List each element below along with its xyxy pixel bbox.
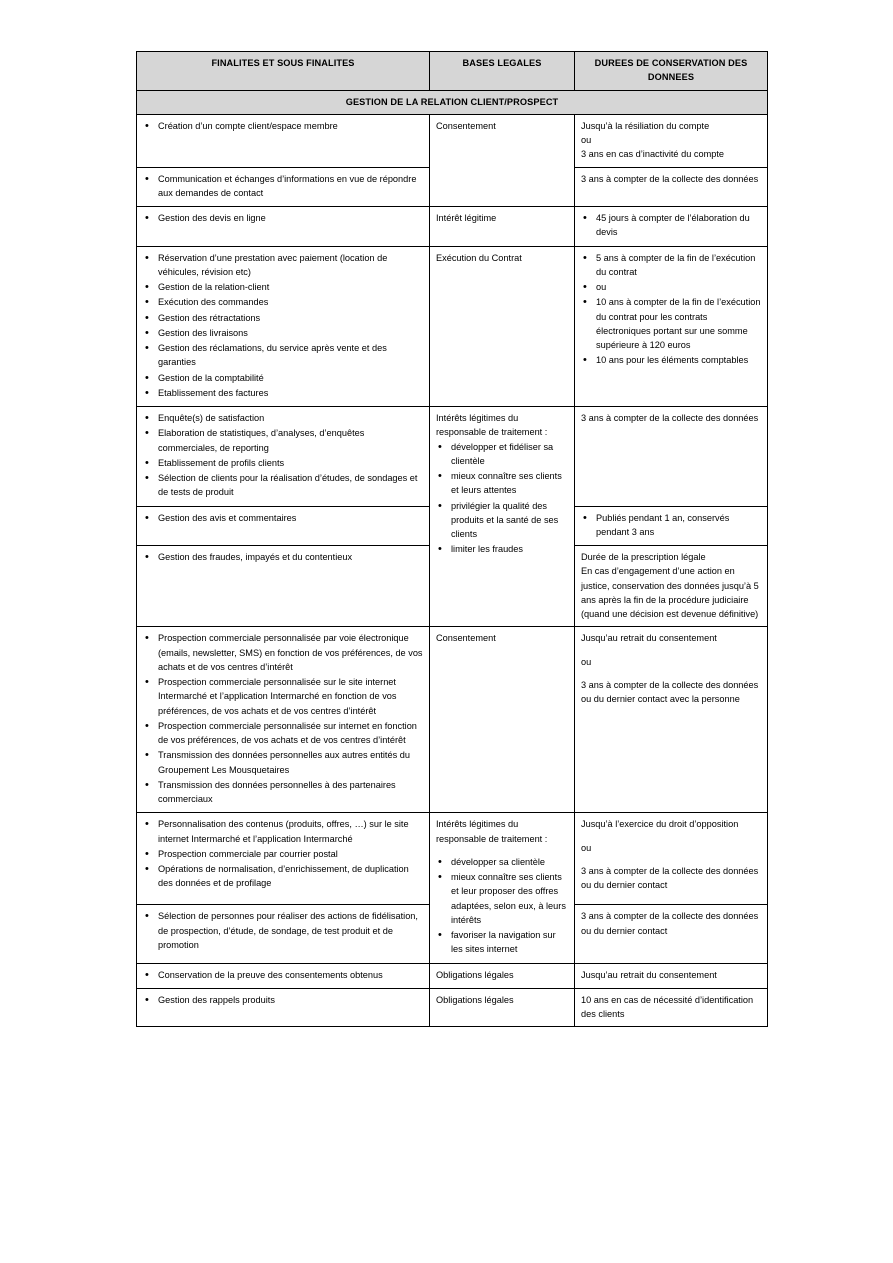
retention-line: 3 ans à compter de la collecte des données ou du dernier contact <box>581 865 759 890</box>
list-item: • Sélection de clients pour la réalisation d’études, de sondages et de tests de produit <box>143 471 423 500</box>
retention-list <box>581 211 761 240</box>
legal-basis-list <box>436 855 568 957</box>
list-item: • Gestion des fraudes, impayés et du contentieux <box>143 550 423 564</box>
retention-line: Durée de la prescription légale <box>581 552 706 562</box>
list-item: • Communication et échanges d’informations en vue de répondre aux demandes de contact <box>143 172 423 201</box>
purposes-cell <box>137 627 430 813</box>
list-item: • Transmission des données personnelles à des partenaires commerciaux <box>143 778 423 807</box>
purposes-list <box>143 251 423 401</box>
retention-line: ou <box>581 656 592 667</box>
column-header-legal-bases: BASES LEGALES <box>430 52 575 91</box>
list-item: • Gestion des rappels produits <box>143 993 423 1007</box>
list-item: • mieux connaître ses clients et leurs attentes <box>436 469 568 498</box>
spacer <box>581 669 761 678</box>
purposes-list <box>143 817 423 890</box>
retention-cell <box>575 546 768 627</box>
legal-basis-text: Exécution du Contrat <box>436 252 522 263</box>
legal-basis-text: Consentement <box>436 120 496 131</box>
column-header-retention: DUREES DE CONSERVATION DES DONNEES <box>575 52 768 91</box>
list-item: • Réservation d’une prestation avec paiement (location de véhicules, révision etc) <box>143 251 423 280</box>
purposes-list <box>143 968 423 982</box>
list-item: • 45 jours à compter de l’élaboration du devis <box>581 211 761 240</box>
list-item: • Gestion des réclamations, du service après vente et des garanties <box>143 341 423 370</box>
retention-table <box>136 51 768 1027</box>
list-item: • 10 ans pour les éléments comptables <box>581 353 761 367</box>
retention-list <box>581 511 761 540</box>
retention-line: 3 ans à compter de la collecte des données <box>581 173 759 184</box>
purposes-list <box>143 411 423 500</box>
retention-line: 3 ans à compter de la collecte des données ou du dernier contact <box>581 911 759 936</box>
purposes-cell <box>137 114 430 167</box>
list-item: • mieux connaître ses clients et leur proposer des offres adaptées, selon eux, à leurs intérêts <box>436 870 568 927</box>
spacer <box>581 646 761 655</box>
legal-basis-cell <box>430 627 575 813</box>
retention-line: 10 ans en cas de nécessité d’identification des clients <box>581 994 754 1019</box>
list-item: • Exécution des commandes <box>143 295 423 309</box>
table-row <box>137 627 768 813</box>
list-item: • Gestion de la comptabilité <box>143 371 423 385</box>
purposes-cell <box>137 207 430 247</box>
retention-cell <box>575 407 768 507</box>
list-item: • 10 ans à compter de la fin de l’exécution du contrat pour les contrats électroniques portant sur une somme supérieure à 120 euros <box>581 295 761 352</box>
retention-line: ou <box>581 135 592 145</box>
purposes-cell <box>137 963 430 988</box>
list-item: • Enquête(s) de satisfaction <box>143 411 423 425</box>
retention-cell <box>575 627 768 813</box>
column-header-purposes: FINALITES ET SOUS FINALITES <box>137 52 430 91</box>
purposes-cell <box>137 905 430 963</box>
purposes-cell <box>137 246 430 407</box>
list-item: • Sélection de personnes pour réaliser des actions de fidélisation, de prospection, d’étude, de sondage, de test produit et de promotion <box>143 909 423 952</box>
list-item: • développer sa clientèle <box>436 855 568 869</box>
list-item: • 5 ans à compter de la fin de l’exécution du contrat <box>581 251 761 280</box>
retention-line: ou <box>581 842 592 853</box>
retention-line: Jusqu’à l’exercice du droit d’opposition <box>581 819 739 830</box>
purposes-list <box>143 993 423 1007</box>
retention-cell <box>575 114 768 167</box>
retention-line: 3 ans en cas d’inactivité du compte <box>581 149 724 160</box>
list-item: • Prospection commerciale personnalisée sur le site internet Intermarché et l’application Intermarché en fonction de vos préférences, de vos achats et de vos centres d’intérêt <box>143 675 423 718</box>
legal-basis-cell <box>430 246 575 407</box>
purposes-list <box>143 211 423 225</box>
purposes-list <box>143 511 423 525</box>
list-item: • Gestion des devis en ligne <box>143 211 423 225</box>
list-item: • Gestion de la relation-client <box>143 280 423 294</box>
table-row <box>137 988 768 1027</box>
list-item: • Etablissement de profils clients <box>143 456 423 470</box>
list-item: • Prospection commerciale personnalisée sur internet en fonction de vos préférences, de vos achats et de vos centres d’intérêt <box>143 719 423 748</box>
legal-basis-intro: Intérêts légitimes du responsable de traitement : <box>436 413 548 438</box>
spacer <box>581 832 761 841</box>
purposes-cell <box>137 988 430 1027</box>
table-row <box>137 407 768 507</box>
table-row <box>137 813 768 905</box>
list-item: • Opérations de normalisation, d’enrichissement, de duplication des données et de profilage <box>143 862 423 891</box>
retention-cell <box>575 506 768 546</box>
purposes-list <box>143 550 423 564</box>
list-item: • limiter les fraudes <box>436 542 568 556</box>
list-item: • Conservation de la preuve des consentements obtenus <box>143 968 423 982</box>
section-title: GESTION DE LA RELATION CLIENT/PROSPECT <box>137 90 768 114</box>
list-item: • développer et fidéliser sa clientèle <box>436 440 568 469</box>
purposes-list <box>143 172 423 201</box>
spacer <box>436 846 568 855</box>
legal-basis-list <box>436 440 568 557</box>
retention-cell <box>575 988 768 1027</box>
table-row <box>137 114 768 167</box>
retention-cell <box>575 207 768 247</box>
legal-basis-cell <box>430 114 575 206</box>
document-page <box>136 51 767 1027</box>
list-item: • privilégier la qualité des produits et la santé de ses clients <box>436 499 568 542</box>
legal-basis-intro: Intérêts légitimes du responsable de traitement : <box>436 819 548 844</box>
legal-basis-text: Obligations légales <box>436 969 514 980</box>
retention-line: En cas d’engagement d’une action en justice, conservation des données jusqu’à 5 ans après la fin de la procédure judiciaire (quand une décision est devenue définitive) <box>581 566 759 619</box>
spacer <box>581 855 761 864</box>
legal-basis-text: Obligations légales <box>436 994 514 1005</box>
legal-basis-cell <box>430 963 575 988</box>
retention-line: Jusqu’au retrait du consentement <box>581 633 717 644</box>
list-item: • favoriser la navigation sur les sites internet <box>436 928 568 957</box>
list-item: • Transmission des données personnelles aux autres entités du Groupement Les Mousquetaires <box>143 748 423 777</box>
retention-line: Jusqu’au retrait du consentement <box>581 969 717 980</box>
section-row <box>137 90 768 114</box>
legal-basis-cell <box>430 207 575 247</box>
list-item: • Prospection commerciale par courrier postal <box>143 847 423 861</box>
table-row <box>137 207 768 247</box>
purposes-list <box>143 119 423 133</box>
list-item: • Personnalisation des contenus (produits, offres, …) sur le site internet Intermarché et l’application Intermarché <box>143 817 423 846</box>
retention-cell <box>575 813 768 905</box>
list-item: • Gestion des livraisons <box>143 326 423 340</box>
legal-basis-cell <box>430 988 575 1027</box>
purposes-cell <box>137 506 430 546</box>
list-item: • Publiés pendant 1 an, conservés pendant 3 ans <box>581 511 761 540</box>
legal-basis-text: Intérêt légitime <box>436 213 497 223</box>
legal-basis-cell <box>430 813 575 963</box>
retention-line: Jusqu’à la résiliation du compte <box>581 120 710 131</box>
purposes-cell <box>137 813 430 905</box>
legal-basis-text: Consentement <box>436 633 496 644</box>
table-header <box>137 52 768 91</box>
list-item: • Etablissement des factures <box>143 386 423 400</box>
retention-cell <box>575 167 768 207</box>
retention-line: 3 ans à compter de la collecte des données <box>581 413 759 423</box>
list-item: • Création d’un compte client/espace membre <box>143 119 423 133</box>
list-item: • ou <box>581 280 761 294</box>
list-item: • Gestion des rétractations <box>143 311 423 325</box>
purposes-cell <box>137 167 430 207</box>
retention-cell <box>575 246 768 407</box>
retention-cell <box>575 905 768 963</box>
purposes-list <box>143 909 423 952</box>
retention-line: 3 ans à compter de la collecte des données ou du dernier contact avec la personne <box>581 679 759 704</box>
list-item: • Gestion des avis et commentaires <box>143 511 423 525</box>
purposes-list <box>143 631 423 806</box>
table-body <box>137 90 768 1027</box>
legal-basis-cell <box>430 407 575 627</box>
list-item: • Prospection commerciale personnalisée par voie électronique (emails, newsletter, SMS) en fonction de vos préférences, de vos achats et de vos centres d’intérêt <box>143 631 423 674</box>
retention-cell <box>575 963 768 988</box>
purposes-cell <box>137 407 430 507</box>
table-row <box>137 963 768 988</box>
table-row <box>137 246 768 407</box>
retention-list <box>581 251 761 368</box>
list-item: • Elaboration de statistiques, d’analyses, d’enquêtes commerciales, de reporting <box>143 426 423 455</box>
table-header-row <box>137 52 768 91</box>
purposes-cell <box>137 546 430 627</box>
